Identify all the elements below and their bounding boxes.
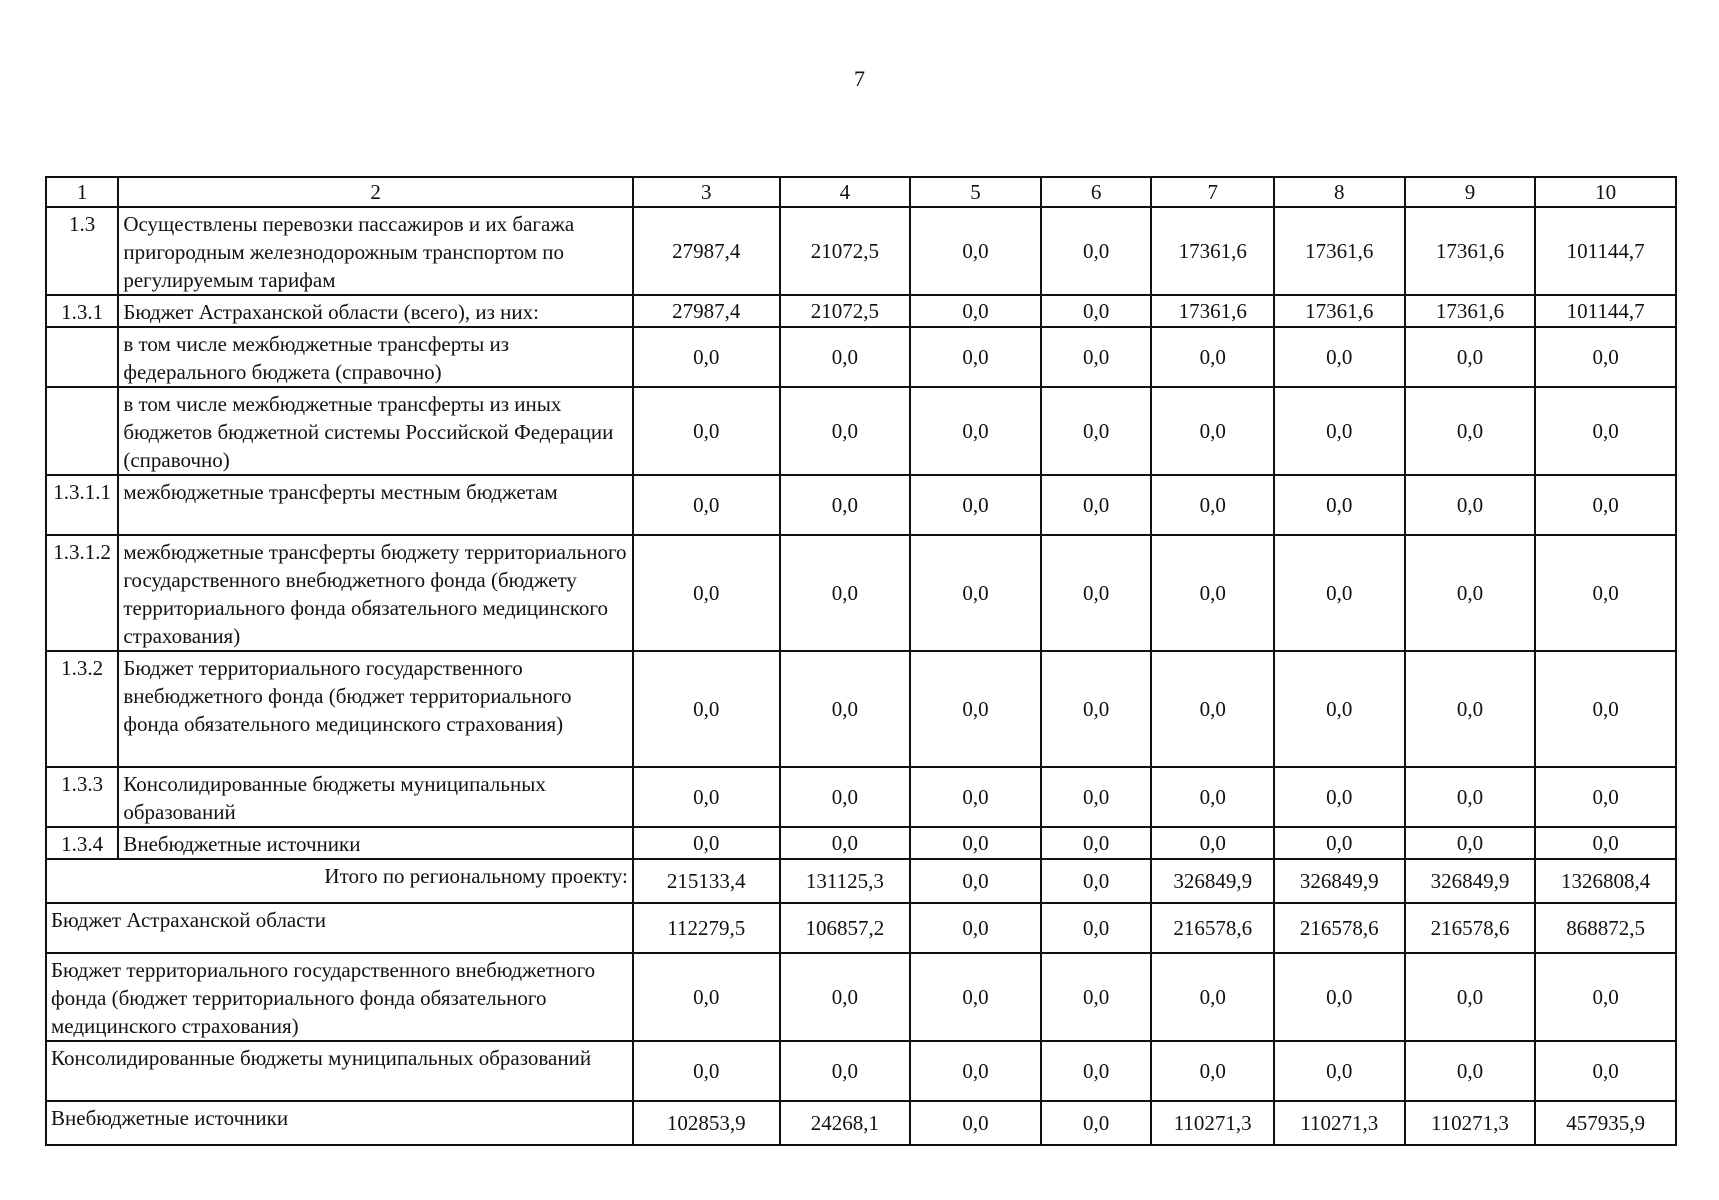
row-name: Бюджет Астраханской области (всего), из них: — [118, 295, 633, 327]
cell-value: 0,0 — [1151, 651, 1274, 767]
cell-value: 0,0 — [633, 327, 780, 387]
total-value: 0,0 — [1041, 859, 1152, 903]
cell-value: 0,0 — [780, 327, 911, 387]
total-value: 326849,9 — [1151, 859, 1274, 903]
cell-value: 0,0 — [633, 535, 780, 651]
cell-value: 0,0 — [1041, 767, 1152, 827]
row-name: в том числе межбюджетные трансферты из иных бюджетов бюджетной системы Российской Федерации (справочно) — [118, 387, 633, 475]
summary-label: Бюджет территориального государственного внебюджетного фонда (бюджет территориального фонда обязательного медицинского страхования) — [46, 953, 633, 1041]
cell-value: 0,0 — [910, 475, 1041, 535]
summary-value: 0,0 — [633, 1041, 780, 1101]
total-value: 131125,3 — [780, 859, 911, 903]
table-row — [46, 387, 1676, 475]
column-header: 10 — [1535, 177, 1676, 207]
cell-value: 0,0 — [1041, 475, 1152, 535]
cell-value: 17361,6 — [1405, 295, 1536, 327]
summary-value: 0,0 — [633, 953, 780, 1041]
cell-value: 0,0 — [910, 651, 1041, 767]
cell-value: 0,0 — [1535, 327, 1676, 387]
table-row — [46, 827, 1676, 859]
cell-value: 0,0 — [1274, 535, 1405, 651]
table-row — [46, 651, 1676, 767]
table-row — [46, 475, 1676, 535]
cell-value: 0,0 — [910, 767, 1041, 827]
cell-value: 0,0 — [1151, 475, 1274, 535]
cell-value: 101144,7 — [1535, 207, 1676, 295]
cell-value: 0,0 — [1274, 327, 1405, 387]
cell-value: 0,0 — [1535, 535, 1676, 651]
table-row — [46, 535, 1676, 651]
total-value: 326849,9 — [1405, 859, 1536, 903]
table-row — [46, 767, 1676, 827]
row-code: 1.3.1.2 — [46, 535, 118, 651]
cell-value: 17361,6 — [1151, 295, 1274, 327]
summary-value: 0,0 — [1041, 953, 1152, 1041]
row-code: 1.3 — [46, 207, 118, 295]
total-value: 1326808,4 — [1535, 859, 1676, 903]
summary-value: 0,0 — [1041, 1101, 1152, 1145]
column-header: 1 — [46, 177, 118, 207]
cell-value: 0,0 — [780, 387, 911, 475]
summary-value: 0,0 — [1041, 1041, 1152, 1101]
summary-value: 0,0 — [1405, 1041, 1536, 1101]
cell-value: 0,0 — [1041, 295, 1152, 327]
column-header: 8 — [1274, 177, 1405, 207]
cell-value: 0,0 — [910, 827, 1041, 859]
column-header: 3 — [633, 177, 780, 207]
summary-value: 0,0 — [910, 1041, 1041, 1101]
cell-value: 27987,4 — [633, 295, 780, 327]
table-row — [46, 207, 1676, 295]
summary-value: 110271,3 — [1151, 1101, 1274, 1145]
cell-value: 0,0 — [1535, 475, 1676, 535]
column-header: 4 — [780, 177, 911, 207]
cell-value: 0,0 — [780, 827, 911, 859]
cell-value: 17361,6 — [1274, 207, 1405, 295]
cell-value: 0,0 — [910, 207, 1041, 295]
cell-value: 17361,6 — [1274, 295, 1405, 327]
total-label: Итого по региональному проекту: — [46, 859, 633, 903]
row-name: в том числе межбюджетные трансферты из федерального бюджета (справочно) — [118, 327, 633, 387]
cell-value: 0,0 — [1041, 651, 1152, 767]
cell-value: 0,0 — [910, 535, 1041, 651]
table-row — [46, 295, 1676, 327]
cell-value: 0,0 — [1274, 651, 1405, 767]
cell-value: 0,0 — [780, 475, 911, 535]
column-header: 2 — [118, 177, 633, 207]
cell-value: 0,0 — [1041, 535, 1152, 651]
cell-value: 0,0 — [1405, 327, 1536, 387]
cell-value: 0,0 — [1535, 827, 1676, 859]
summary-value: 102853,9 — [633, 1101, 780, 1145]
cell-value: 0,0 — [1405, 387, 1536, 475]
cell-value: 0,0 — [1151, 767, 1274, 827]
row-code — [46, 327, 118, 387]
budget-table — [45, 176, 1677, 1146]
summary-label: Внебюджетные источники — [46, 1101, 633, 1145]
summary-value: 0,0 — [910, 903, 1041, 953]
cell-value: 0,0 — [780, 651, 911, 767]
cell-value: 0,0 — [1535, 767, 1676, 827]
summary-row — [46, 1101, 1676, 1145]
cell-value: 21072,5 — [780, 295, 911, 327]
cell-value: 17361,6 — [1151, 207, 1274, 295]
cell-value: 0,0 — [1041, 327, 1152, 387]
summary-value: 0,0 — [1535, 1041, 1676, 1101]
cell-value: 17361,6 — [1405, 207, 1536, 295]
column-header: 5 — [910, 177, 1041, 207]
summary-value: 868872,5 — [1535, 903, 1676, 953]
summary-value: 0,0 — [1274, 1041, 1405, 1101]
column-header: 6 — [1041, 177, 1152, 207]
cell-value: 0,0 — [1041, 207, 1152, 295]
summary-value: 0,0 — [1535, 953, 1676, 1041]
row-code: 1.3.1 — [46, 295, 118, 327]
cell-value: 0,0 — [910, 327, 1041, 387]
column-header: 9 — [1405, 177, 1536, 207]
cell-value: 0,0 — [780, 767, 911, 827]
total-value: 215133,4 — [633, 859, 780, 903]
cell-value: 0,0 — [1405, 651, 1536, 767]
cell-value: 0,0 — [1274, 387, 1405, 475]
row-name: Консолидированные бюджеты муниципальных образований — [118, 767, 633, 827]
row-name: межбюджетные трансферты местным бюджетам — [118, 475, 633, 535]
table-row — [46, 327, 1676, 387]
cell-value: 0,0 — [1274, 475, 1405, 535]
summary-value: 106857,2 — [780, 903, 911, 953]
summary-row — [46, 953, 1676, 1041]
summary-value: 24268,1 — [780, 1101, 911, 1145]
summary-label: Консолидированные бюджеты муниципальных образований — [46, 1041, 633, 1101]
cell-value: 0,0 — [633, 827, 780, 859]
summary-value: 0,0 — [780, 1041, 911, 1101]
summary-value: 110271,3 — [1405, 1101, 1536, 1145]
summary-value: 216578,6 — [1151, 903, 1274, 953]
summary-value: 0,0 — [1405, 953, 1536, 1041]
cell-value: 0,0 — [1151, 535, 1274, 651]
cell-value: 0,0 — [1405, 535, 1536, 651]
summary-row — [46, 1041, 1676, 1101]
cell-value: 0,0 — [1151, 827, 1274, 859]
cell-value: 0,0 — [1041, 827, 1152, 859]
row-code: 1.3.3 — [46, 767, 118, 827]
summary-value: 0,0 — [1151, 953, 1274, 1041]
cell-value: 0,0 — [1535, 387, 1676, 475]
summary-value: 0,0 — [910, 1101, 1041, 1145]
summary-value: 0,0 — [1041, 903, 1152, 953]
cell-value: 0,0 — [1274, 767, 1405, 827]
cell-value: 0,0 — [1405, 767, 1536, 827]
summary-value: 0,0 — [1274, 953, 1405, 1041]
cell-value: 0,0 — [633, 767, 780, 827]
summary-value: 457935,9 — [1535, 1101, 1676, 1145]
cell-value: 0,0 — [1405, 475, 1536, 535]
row-name: Бюджет территориального государственного внебюджетного фонда (бюджет территориального фонда обязательного медицинского страхования) — [118, 651, 633, 767]
row-code: 1.3.1.1 — [46, 475, 118, 535]
cell-value: 0,0 — [1535, 651, 1676, 767]
total-row — [46, 859, 1676, 903]
cell-value: 0,0 — [1041, 387, 1152, 475]
summary-row — [46, 903, 1676, 953]
table-header-row — [46, 177, 1676, 207]
row-code — [46, 387, 118, 475]
total-value: 326849,9 — [1274, 859, 1405, 903]
summary-label: Бюджет Астраханской области — [46, 903, 633, 953]
summary-value: 0,0 — [910, 953, 1041, 1041]
row-code: 1.3.4 — [46, 827, 118, 859]
summary-value: 216578,6 — [1274, 903, 1405, 953]
row-name: Осуществлены перевозки пассажиров и их багажа пригородным железнодорожным транспортом по регулируемым тарифам — [118, 207, 633, 295]
summary-value: 0,0 — [780, 953, 911, 1041]
cell-value: 0,0 — [910, 295, 1041, 327]
summary-value: 112279,5 — [633, 903, 780, 953]
row-code: 1.3.2 — [46, 651, 118, 767]
summary-value: 0,0 — [1151, 1041, 1274, 1101]
cell-value: 0,0 — [1151, 387, 1274, 475]
cell-value: 0,0 — [1405, 827, 1536, 859]
row-name: межбюджетные трансферты бюджету территориального государственного внебюджетного фонда (бюджету территориального фонда обязательного медицинского страхования) — [118, 535, 633, 651]
total-value: 0,0 — [910, 859, 1041, 903]
cell-value: 0,0 — [1274, 827, 1405, 859]
cell-value: 0,0 — [633, 387, 780, 475]
row-name: Внебюджетные источники — [118, 827, 633, 859]
cell-value: 101144,7 — [1535, 295, 1676, 327]
page-number: 7 — [854, 66, 865, 91]
cell-value: 0,0 — [633, 651, 780, 767]
cell-value: 27987,4 — [633, 207, 780, 295]
cell-value: 0,0 — [910, 387, 1041, 475]
column-header: 7 — [1151, 177, 1274, 207]
summary-value: 216578,6 — [1405, 903, 1536, 953]
cell-value: 21072,5 — [780, 207, 911, 295]
cell-value: 0,0 — [633, 475, 780, 535]
summary-value: 110271,3 — [1274, 1101, 1405, 1145]
cell-value: 0,0 — [780, 535, 911, 651]
cell-value: 0,0 — [1151, 327, 1274, 387]
